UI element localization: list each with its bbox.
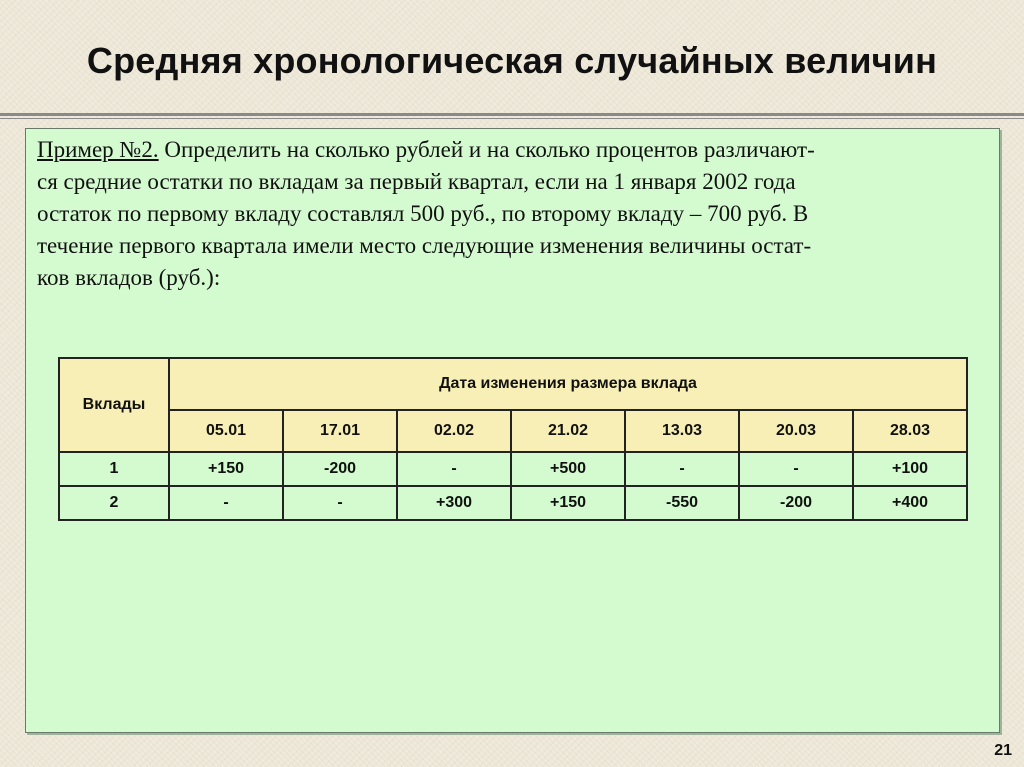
table-cell: -200 — [283, 452, 397, 486]
table-cell: +500 — [511, 452, 625, 486]
date-header: 05.01 — [169, 410, 283, 452]
table-cell: +100 — [853, 452, 967, 486]
table-cell: - — [169, 486, 283, 520]
problem-line-5: ков вкладов (руб.): — [37, 265, 221, 290]
problem-line-3: остаток по первому вкладу составлял 500 руб., по второму вкладу – 700 руб. В — [37, 201, 809, 226]
date-header: 20.03 — [739, 410, 853, 452]
example-label: Пример №2. — [37, 137, 159, 162]
table-cell: +150 — [169, 452, 283, 486]
problem-line-4: течение первого квартала имели место следующие изменения величины остат- — [37, 233, 812, 258]
slide-title: Средняя хронологическая случайных величин — [86, 40, 938, 81]
deposit-changes-table — [58, 357, 968, 521]
date-header: 13.03 — [625, 410, 739, 452]
date-header: 28.03 — [853, 410, 967, 452]
deposit-id-cell: 2 — [59, 486, 169, 520]
title-divider — [0, 113, 1024, 116]
table-cell: - — [625, 452, 739, 486]
table-cell: - — [397, 452, 511, 486]
table-cell: -550 — [625, 486, 739, 520]
content-panel — [25, 128, 1000, 733]
page-number: 21 — [994, 742, 1012, 759]
table-cell: +150 — [511, 486, 625, 520]
deposit-id-cell: 1 — [59, 452, 169, 486]
problem-statement — [37, 134, 977, 294]
date-header: 17.01 — [283, 410, 397, 452]
table-cell: -200 — [739, 486, 853, 520]
table-cell: +400 — [853, 486, 967, 520]
title-divider-thin — [0, 118, 1024, 119]
table-cell: +300 — [397, 486, 511, 520]
date-header: 02.02 — [397, 410, 511, 452]
table-row — [59, 486, 967, 520]
table-cell: - — [283, 486, 397, 520]
table-row — [59, 452, 967, 486]
problem-line-2: ся средние остатки по вкладам за первый квартал, если на 1 января 2002 года — [37, 169, 796, 194]
group-header-date-changes: Дата изменения размера вклада — [169, 358, 967, 410]
table-cell: - — [739, 452, 853, 486]
row-header-deposits: Вклады — [59, 358, 169, 452]
problem-line-1 — [37, 134, 977, 166]
problem-line-text: Определить на сколько рублей и на сколько процентов различают- — [158, 137, 815, 162]
date-header: 21.02 — [511, 410, 625, 452]
